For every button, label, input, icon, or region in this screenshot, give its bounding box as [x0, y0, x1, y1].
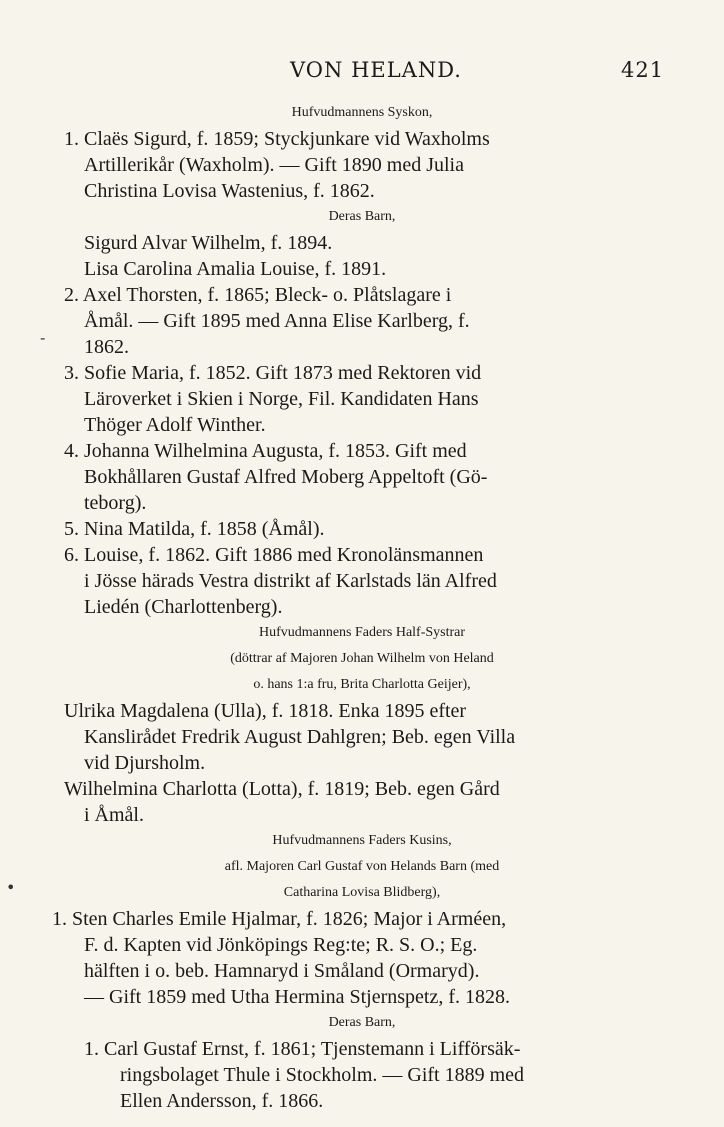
- entry-1-line-3: Christina Lovisa Wastenius, f. 1862.: [84, 180, 375, 202]
- entry-6-line-1: 6. Louise, f. 1862. Gift 1886 med Kronolänsmannen: [64, 544, 484, 566]
- entry-4-line-3: teborg).: [84, 492, 147, 514]
- cousins-note-1: afl. Majoren Carl Gustaf von Helands Barn (med: [224, 859, 500, 874]
- margin-bullet-mark: •: [6, 878, 16, 897]
- entry-3-line-3: Thöger Adolf Winther.: [84, 414, 266, 436]
- sten-line-1: 1. Sten Charles Emile Hjalmar, f. 1826; Major i Arméen,: [52, 908, 507, 930]
- half-sisters-note-2: o. hans 1:a fru, Brita Charlotta Geijer),: [253, 677, 471, 692]
- heading-cousins: Hufvudmannens Faders Kusins,: [272, 833, 452, 848]
- entry-1-line-1: 1. Claës Sigurd, f. 1859; Styckjunkare vid Waxholms: [64, 128, 490, 150]
- child-line-1: Sigurd Alvar Wilhelm, f. 1894.: [84, 232, 333, 254]
- entry-4-line-2: Bokhållaren Gustaf Alfred Moberg Appeltoft (Gö-: [84, 466, 488, 488]
- entry-6-line-2: i Jösse härads Vestra distrikt af Karlstads län Alfred: [84, 570, 497, 592]
- entry-3-line-1: 3. Sofie Maria, f. 1852. Gift 1873 med Rektoren vid: [64, 362, 482, 384]
- sten-line-3: hälften i o. beb. Hamnaryd i Småland (Ormaryd).: [84, 960, 480, 982]
- ulrika-line-1: Ulrika Magdalena (Ulla), f. 1818. Enka 1895 efter: [64, 700, 467, 722]
- heading-siblings: Hufvudmannens Syskon,: [291, 105, 433, 120]
- entry-3-line-2: Läroverket i Skien i Norge, Fil. Kandidaten Hans: [84, 388, 479, 410]
- subheading-children: Deras Barn,: [328, 209, 396, 224]
- carl-line-2: ringsbolaget Thule i Stockholm. — Gift 1889 med: [120, 1064, 525, 1086]
- entry-4-line-1: 4. Johanna Wilhelmina Augusta, f. 1853. Gift med: [64, 440, 467, 462]
- wilhelmina-line-1: Wilhelmina Charlotta (Lotta), f. 1819; Beb. egen Gård: [64, 778, 500, 800]
- entry-2-line-2: Åmål. — Gift 1895 med Anna Elise Karlberg, f.: [84, 310, 470, 332]
- page-header: [0, 58, 724, 88]
- half-sisters-note-1: (döttrar af Majoren Johan Wilhelm von Heland: [230, 651, 494, 666]
- entry-1-line-2: Artillerikår (Waxholm). — Gift 1890 med Julia: [84, 154, 464, 176]
- cousins-note-2: Catharina Lovisa Blidberg),: [283, 885, 441, 900]
- entry-2-line-3: 1862.: [84, 336, 129, 358]
- ulrika-line-3: vid Djursholm.: [84, 752, 206, 774]
- subheading-children-2: Deras Barn,: [328, 1015, 396, 1030]
- page-number: 421: [621, 58, 665, 82]
- entry-5-line-1: 5. Nina Matilda, f. 1858 (Åmål).: [64, 518, 325, 540]
- margin-dash-mark: -: [40, 328, 46, 347]
- carl-line-3: Ellen Andersson, f. 1866.: [120, 1090, 324, 1112]
- child-line-2: Lisa Carolina Amalia Louise, f. 1891.: [84, 258, 387, 280]
- running-title: VON HELAND.: [290, 58, 462, 82]
- sten-line-2: F. d. Kapten vid Jönköpings Reg:te; R. S. O.; Eg.: [84, 934, 478, 956]
- wilhelmina-line-2: i Åmål.: [84, 804, 144, 826]
- entry-6-line-3: Liedén (Charlottenberg).: [84, 596, 283, 618]
- carl-line-1: 1. Carl Gustaf Ernst, f. 1861; Tjenstemann i Lifförsäk-: [84, 1038, 521, 1060]
- entry-2-line-1: 2. Axel Thorsten, f. 1865; Bleck- o. Plåtslagare i: [64, 284, 452, 306]
- sten-line-4: — Gift 1859 med Utha Hermina Stjernspetz, f. 1828.: [84, 986, 511, 1008]
- ulrika-line-2: Kanslirådet Fredrik August Dahlgren; Beb. egen Villa: [84, 726, 516, 748]
- heading-half-sisters: Hufvudmannens Faders Half-Systrar: [258, 625, 466, 640]
